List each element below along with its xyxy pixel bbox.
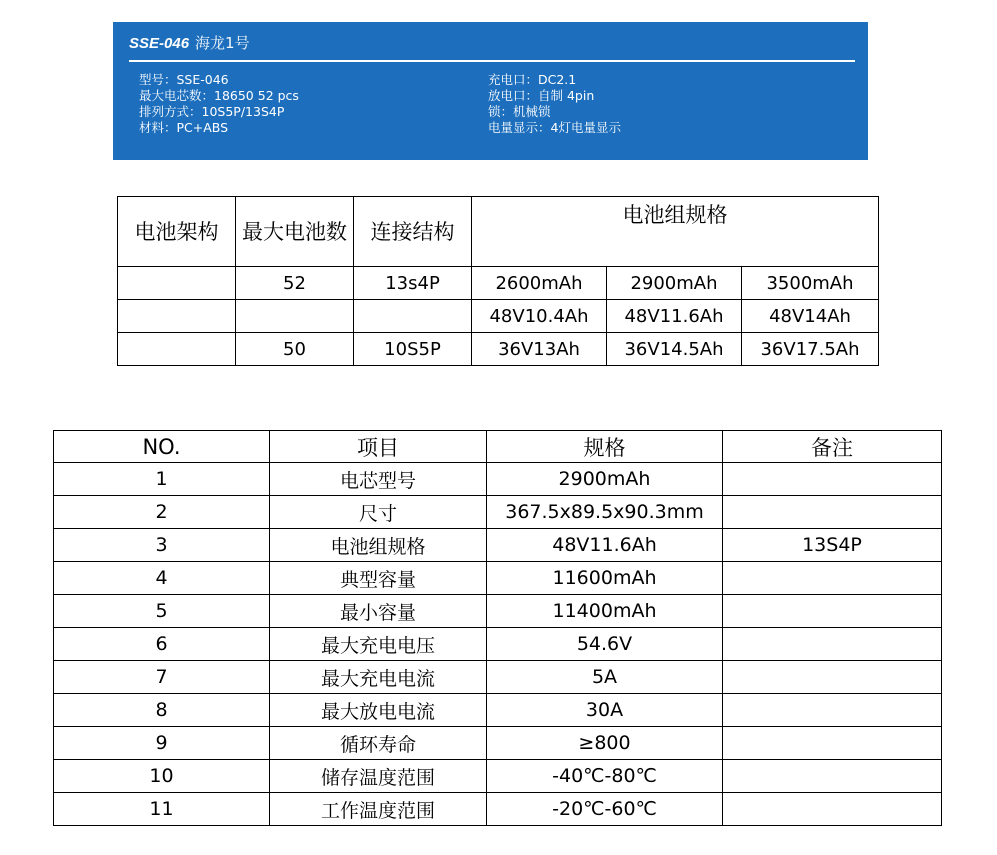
table-cell: 最大放电电流 bbox=[270, 694, 487, 727]
header-architecture: 电池架构 bbox=[118, 197, 236, 267]
spec-lock: 锁：机械锁 bbox=[488, 104, 551, 119]
spec-table bbox=[53, 430, 942, 826]
table-cell: 48V11.6Ah bbox=[607, 300, 742, 333]
spec-model: 型号：SSE-046 bbox=[139, 72, 229, 87]
table-row bbox=[54, 727, 942, 760]
table-cell bbox=[236, 300, 354, 333]
table-cell: 2600mAh bbox=[472, 267, 607, 300]
table-row bbox=[54, 760, 942, 793]
table-row bbox=[54, 496, 942, 529]
table-cell bbox=[723, 562, 942, 595]
model-code: SSE-046 bbox=[129, 35, 190, 52]
table-cell: 367.5x89.5x90.3mm bbox=[487, 496, 723, 529]
table-cell: 11600mAh bbox=[487, 562, 723, 595]
header-spec: 规格 bbox=[487, 431, 723, 463]
spec-list-left bbox=[139, 72, 299, 136]
spec-list-right bbox=[488, 72, 621, 136]
table-cell: 6 bbox=[54, 628, 270, 661]
table-cell bbox=[118, 267, 236, 300]
table-cell: -20℃-60℃ bbox=[487, 793, 723, 826]
model-name: 海龙1号 bbox=[195, 34, 250, 52]
banner-title bbox=[129, 32, 250, 53]
table-row bbox=[54, 793, 942, 826]
table-cell: 工作温度范围 bbox=[270, 793, 487, 826]
table-cell bbox=[354, 300, 472, 333]
table-cell: 循环寿命 bbox=[270, 727, 487, 760]
spec-arrangement: 排列方式：10S5P/13S4P bbox=[139, 104, 285, 119]
table-cell: 10 bbox=[54, 760, 270, 793]
table-row bbox=[118, 300, 879, 333]
table-cell: 8 bbox=[54, 694, 270, 727]
table-row bbox=[54, 529, 942, 562]
table-cell: 2900mAh bbox=[487, 463, 723, 496]
table-cell: 10S5P bbox=[354, 333, 472, 366]
header-pack-spec: 电池组规格 bbox=[472, 197, 879, 267]
table-header-row bbox=[118, 197, 879, 267]
table-cell: 尺寸 bbox=[270, 496, 487, 529]
spec-charge-port: 充电口：DC2.1 bbox=[488, 72, 577, 87]
table-row bbox=[118, 333, 879, 366]
table-cell bbox=[723, 694, 942, 727]
spec-max-cells: 最大电芯数：18650 52 pcs bbox=[139, 88, 299, 103]
table-cell: 2 bbox=[54, 496, 270, 529]
table-cell bbox=[723, 760, 942, 793]
table-cell: 50 bbox=[236, 333, 354, 366]
table-row bbox=[54, 562, 942, 595]
header-item: 项目 bbox=[270, 431, 487, 463]
table-cell: 11400mAh bbox=[487, 595, 723, 628]
table-cell: 48V10.4Ah bbox=[472, 300, 607, 333]
header-remark: 备注 bbox=[723, 431, 942, 463]
table-cell: 5A bbox=[487, 661, 723, 694]
table-cell: 13S4P bbox=[723, 529, 942, 562]
table-row bbox=[54, 661, 942, 694]
table-cell: 36V14.5Ah bbox=[607, 333, 742, 366]
table-cell: 电池组规格 bbox=[270, 529, 487, 562]
table-cell: 最小容量 bbox=[270, 595, 487, 628]
table-cell: 54.6V bbox=[487, 628, 723, 661]
table-cell: 52 bbox=[236, 267, 354, 300]
spec-power-display: 电量显示：4灯电量显示 bbox=[488, 120, 621, 135]
table-cell: 30A bbox=[487, 694, 723, 727]
table-cell: 48V14Ah bbox=[742, 300, 879, 333]
table-row bbox=[54, 628, 942, 661]
table-cell: 1 bbox=[54, 463, 270, 496]
table-cell: 电芯型号 bbox=[270, 463, 487, 496]
table-row bbox=[54, 694, 942, 727]
header-connection: 连接结构 bbox=[354, 197, 472, 267]
table-cell bbox=[723, 793, 942, 826]
table-cell bbox=[723, 595, 942, 628]
spec-material: 材料：PC+ABS bbox=[139, 120, 229, 135]
table-cell: 最大充电电流 bbox=[270, 661, 487, 694]
table-cell: 4 bbox=[54, 562, 270, 595]
table-header-row bbox=[54, 431, 942, 463]
header-max-cells: 最大电池数 bbox=[236, 197, 354, 267]
header-no: NO. bbox=[54, 431, 270, 463]
table-cell bbox=[723, 727, 942, 760]
table-cell: 36V13Ah bbox=[472, 333, 607, 366]
table-cell bbox=[723, 661, 942, 694]
table-row bbox=[54, 463, 942, 496]
table-cell: 典型容量 bbox=[270, 562, 487, 595]
table-cell: 2900mAh bbox=[607, 267, 742, 300]
table-cell bbox=[118, 300, 236, 333]
table-cell: 9 bbox=[54, 727, 270, 760]
table-cell: ≥800 bbox=[487, 727, 723, 760]
table-row bbox=[118, 267, 879, 300]
table-cell: 36V17.5Ah bbox=[742, 333, 879, 366]
table-row bbox=[54, 595, 942, 628]
spec-discharge-port: 放电口：自制 4pin bbox=[488, 88, 595, 103]
table-cell: 最大充电电压 bbox=[270, 628, 487, 661]
table-cell: -40℃-80℃ bbox=[487, 760, 723, 793]
banner-divider bbox=[129, 60, 855, 62]
table-cell bbox=[723, 496, 942, 529]
table-cell bbox=[723, 628, 942, 661]
table-cell: 11 bbox=[54, 793, 270, 826]
table-cell: 13s4P bbox=[354, 267, 472, 300]
table-cell: 48V11.6Ah bbox=[487, 529, 723, 562]
table-cell: 7 bbox=[54, 661, 270, 694]
table-cell: 储存温度范围 bbox=[270, 760, 487, 793]
product-banner bbox=[113, 22, 868, 160]
table-cell: 5 bbox=[54, 595, 270, 628]
table-cell: 3 bbox=[54, 529, 270, 562]
table-cell bbox=[723, 463, 942, 496]
table-cell: 3500mAh bbox=[742, 267, 879, 300]
table-cell bbox=[118, 333, 236, 366]
battery-pack-table bbox=[117, 196, 879, 366]
